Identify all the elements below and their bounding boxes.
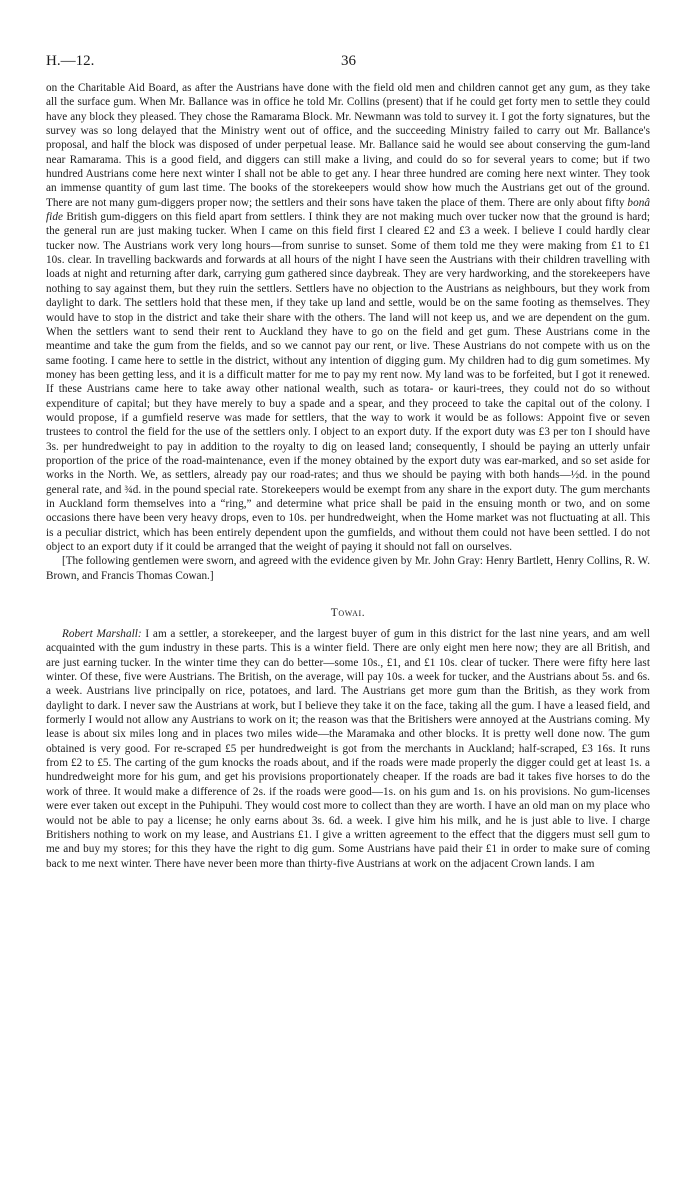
page-number: 36 (341, 53, 356, 69)
paragraph-text: on the Charitable Aid Board, as after the Austrians have done with the field old men and children cannot get any gum, as they take all the surface gum. When Mr. Ballance was in office he told Mr. Collins (present) that if he could get forty men to settle they could have any block they pleased. They chose the Ramarama Block. Mr. Newmann was told to survey it. I got the forty signatures, but the survey was so long delayed that the Ministry went out of office, and the succeeding Ministry failed to carry out Mr. Ballance's proposal, and half the block was disposed of under perpetual lease. Mr. Ballance said he would see about conserving the gum-land near Ramarama. This is a good field, and diggers can still make a living, and could do so for several years to come; but if two hundred Austrians come here next winter I shall not be able to get any. I hear three hundred are coming here next winter. They took an immense quantity of gum last time. The books of the storekeepers would show how much the Austrians get out of the ground. There are not many gum-diggers proper now; the settlers and their sons have taken the place of them. There are only about fifty (46, 82, 650, 209)
document-reference: H.—12. (46, 53, 95, 69)
sworn-witnesses-note: [The following gentlemen were sworn, and agreed with the evidence given by Mr. John Gray: Henry Bartlett, Henry Collins, R. W. Brown, and Francis Thomas Cowan.] (46, 555, 650, 582)
page-header (46, 53, 650, 81)
evidence-paragraph-marshall (46, 627, 650, 871)
evidence-paragraph-continued (46, 81, 650, 554)
paragraph-text-continued: British gum-diggers on this field apart from settlers. I think they are not making much over tucker now that the ground is hard; the general run are just making tucker. When I came on this field first I cleared £2 and £3 a week. I believe I could hardly clear tucker now. The Austrians work very long hours—from sunrise to sunset. Some of them told me they were making from £1 to £1 10s. clear. In travelling backwards and forwards at all hours of the night I have seen the Austrians with their children travelling with loads at night and returning after dark, carrying gum gathered since daybreak. They are very hardworking, and the storekeepers have nothing to say against them, but they ruin the settlers. Settlers have no objection to the Austrians as neighbours, but they work from daylight to dark. The settlers hold that these men, if they take up land and settle, would be on the same footing as themselves. They would have to stop in the district and take their share with the others. The land will not keep us, and we are dependent on the gum. When the settlers want to send their rent to Auckland they have to go on the field and get gum. These Austrians come in the meantime and take the gum from the fields, and so we cannot pay our rent, or live. These Austrians do not compete with us on the same footing. I came here to settle in the district, without any intention of digging gum. My children had to dig gum sometimes. My money has been getting less, and it is a difficult matter for me to pay my rent now. My land was to be forfeited, but I got it renewed. If these Austrians came here to take away other national wealth, such as totara- or kauri-trees, they could not do so without expenditure of capital; but they have merely to buy a spade and a spear, and they proceed to take the capital out of the colony. I would propose, if a gumfield reserve was made for settlers, that the way to work it would be as follows: Appoint five or seven trustees to control the field for the use of the settlers only. I object to an export duty. If the export duty was £3 per ton I should have 3s. per hundredweight to pay in addition to the royalty to dig on leased land; consequently, I should be paying an utterly unfair proportion of the price of the road-maintenance, even if the money obtained by the export duty was ear-marked, and so set aside for works in the North. We, as settlers, already pay our road-rates; and thus we should be paying with both hands—½d. in the pound general rate, and ¾d. in the pound special rate. Storekeepers would be exempt from any share in the export duty. The gum merchants in Auckland form themselves into a “ring,” and determine what price shall be paid in the ensuing month or two, and on some occasions there have been very heavy drops, even to 10s. per hundredweight, when the Home market was not fluctuating at all. This is a peculiar district, which has been entirely dependent upon the gumfields, and without them could not have been settled. I do not object to an export duty if it could be arranged that the weight of paying it should not fall on ourselves. (46, 211, 650, 553)
paragraph-text: I am a settler, a storekeeper, and the largest buyer of gum in this district for the last nine years, and am well acquainted with the gum industry in these parts. This is a winter field. There are only eight men here now; they are all British, and are just earning tucker. In the winter time they can do better—some 10s., £1, and £1 10s. clear of tucker. There were fifty here last winter. Of these, five were Austrians. The British, on the average, will pay 10s. a week for tucker, and the Austrians about 5s. and 6s. a week. Austrians live principally on rice, potatoes, and lard. The Austrians get more gum than the British, as they work from daylight to dark. I never saw the Austrians at work, but I believe they take it on the face, taking all the gum. I have a leased field, and formerly I would not allow any Austrians to work on it; the reason was that the Britishers were annoyed at the Austrians coming. My lease is about six miles long and in places two miles wide—the Maramaka and other blocks. It is pretty well done now. The gum obtained is very good. For re-scraped £5 per hundredweight is got from the merchants in Auckland; half-scraped, £3 16s. It runs from £2 to £5. The carting of the gum knocks the roads about, and if the roads were made properly the digger could get at least 1s. a hundredweight more for his gum, and get his provisions proportionately cheaper. If the roads are bad it takes five horses to do the work of three. It would make a difference of 2s. if the roads were good—1s. on his gum and 1s. on his provisions. No gum-licenses were ever taken out except in the Puhipuhi. They would cost more to collect than they are worth. I have an old man on my place who would not be able to pay a license; he only earns about 3s. 6d. a week. I give him his milk, and he is just able to live. I charge Britishers nothing to work on my lease, and Austrians £1. I give a written agreement to the effect that the diggers must sell gum to me and buy my stores; for this they have the right to dig gum. Some Austrians have paid their £1 in order to make sure of coming back to me next winter. There have never been more than thirty-five Austrians at work on the adjacent Crown lands. I am (46, 628, 650, 870)
section-heading-towai: Towai. (330, 607, 366, 620)
speaker-name: Robert Marshall: (62, 628, 142, 641)
italic-phrase: bonâ fide (46, 196, 650, 224)
document-page (46, 0, 650, 871)
